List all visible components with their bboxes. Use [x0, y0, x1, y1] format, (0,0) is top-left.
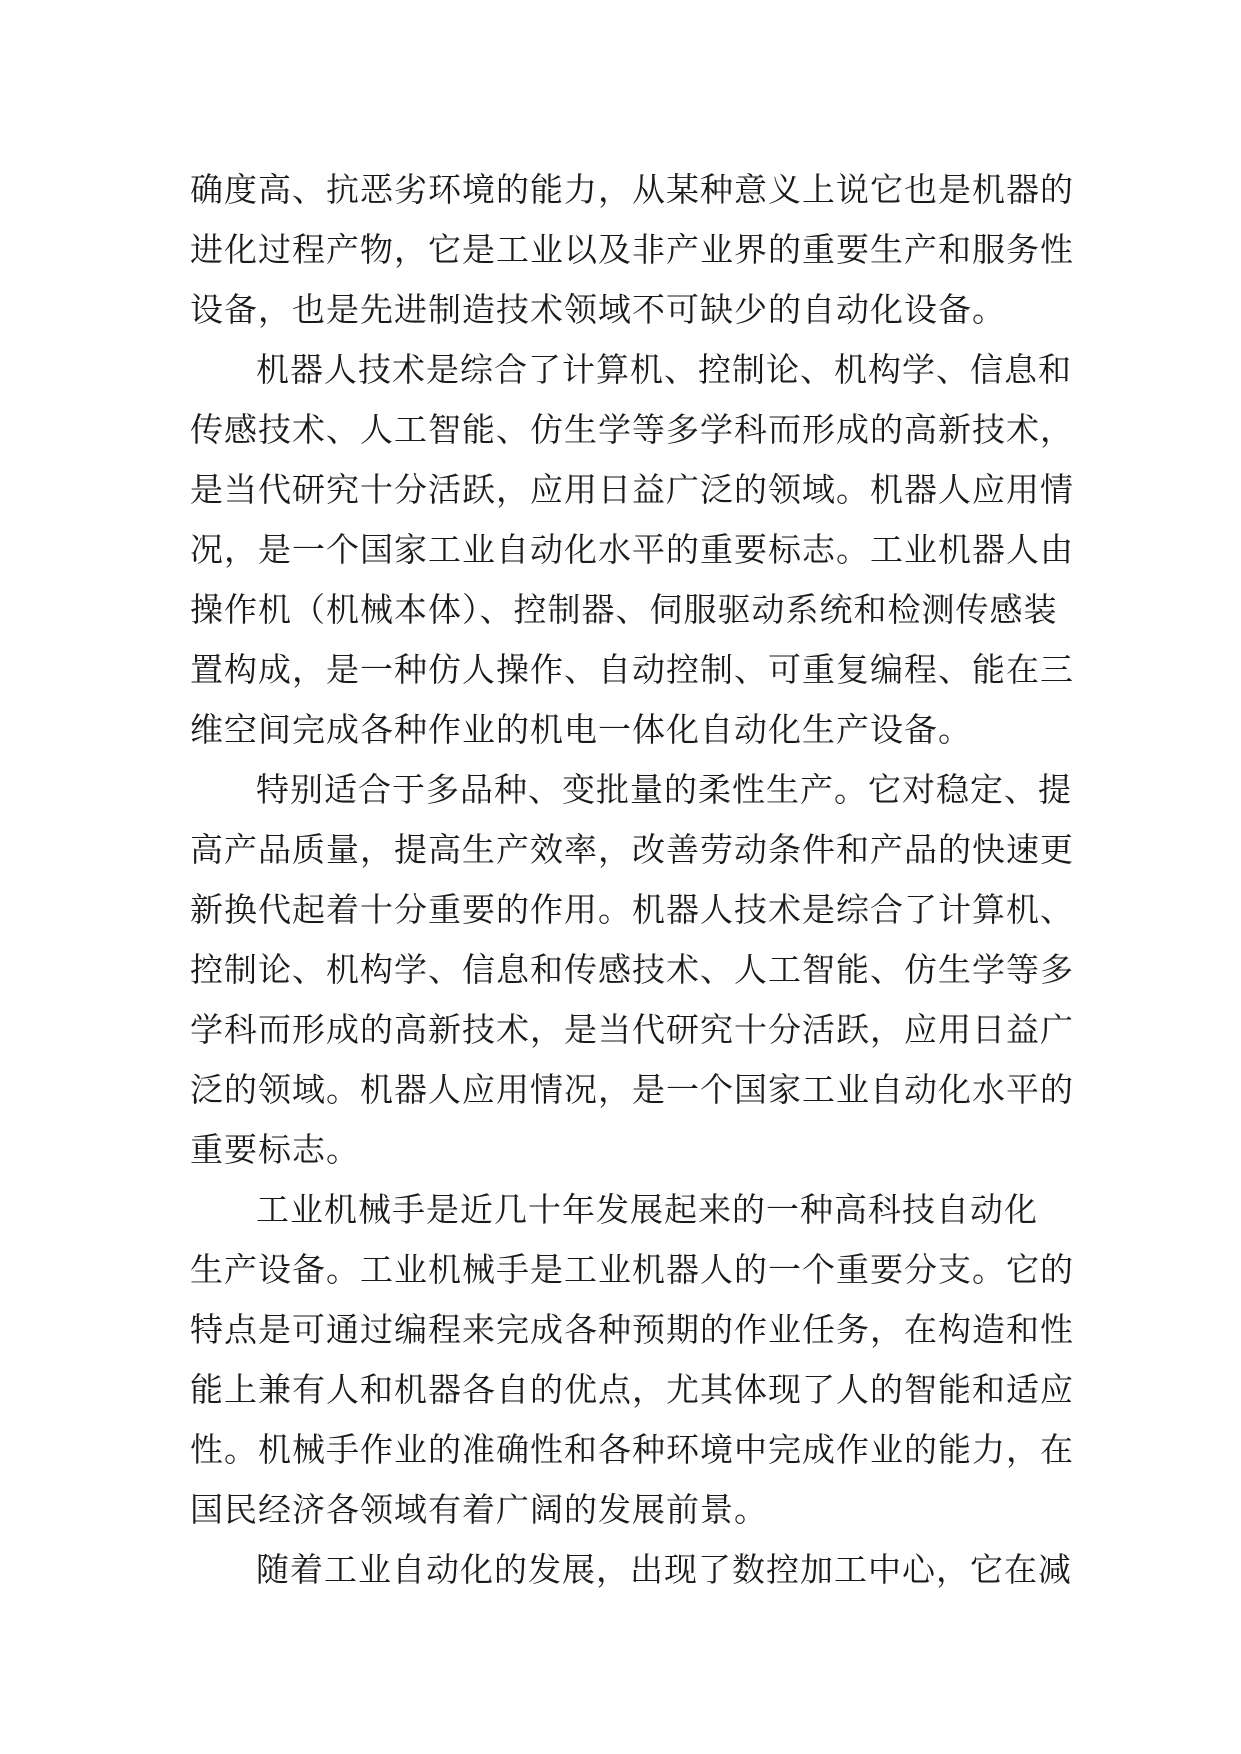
text-line: 确度高、抗恶劣环境的能力，从某种意义上说它也是机器的 [190, 170, 1074, 209]
text-line: 新换代起着十分重要的作用。机器人技术是综合了计算机、 [190, 890, 1074, 929]
document-body [190, 160, 1074, 1600]
text-line: 维空间完成各种作业的机电一体化自动化生产设备。 [190, 710, 972, 749]
text-line: 况，是一个国家工业自动化水平的重要标志。工业机器人由 [190, 530, 1074, 569]
text-line: 机器人技术是综合了计算机、控制论、机构学、信息和 [256, 350, 1072, 389]
text-line: 操作机（机械本体）、控制器、伺服驱动系统和检测传感装 [190, 590, 1058, 629]
text-line: 置构成，是一种仿人操作、自动控制、可重复编程、能在三 [190, 650, 1074, 689]
text-line: 传感技术、人工智能、仿生学等多学科而形成的高新技术， [190, 410, 1074, 449]
text-line: 进化过程产物，它是工业以及非产业界的重要生产和服务性 [190, 230, 1074, 269]
text-line: 性。机械手作业的准确性和各种环境中完成作业的能力，在 [190, 1430, 1074, 1469]
text-line: 随着工业自动化的发展，出现了数控加工中心，它在减 [256, 1550, 1072, 1589]
text-line: 重要标志。 [190, 1130, 360, 1169]
text-line: 国民经济各领域有着广阔的发展前景。 [190, 1490, 768, 1529]
text-line: 能上兼有人和机器各自的优点，尤其体现了人的智能和适应 [190, 1370, 1074, 1409]
text-line: 高产品质量，提高生产效率，改善劳动条件和产品的快速更 [190, 830, 1074, 869]
text-line: 学科而形成的高新技术，是当代研究十分活跃，应用日益广 [190, 1010, 1074, 1049]
text-line: 是当代研究十分活跃，应用日益广泛的领域。机器人应用情 [190, 470, 1074, 509]
text-line: 生产设备。工业机械手是工业机器人的一个重要分支。它的 [190, 1250, 1074, 1289]
text-line: 工业机械手是近几十年发展起来的一种高科技自动化 [256, 1190, 1038, 1229]
text-line: 泛的领域。机器人应用情况，是一个国家工业自动化水平的 [190, 1070, 1074, 1109]
text-line: 特别适合于多品种、变批量的柔性生产。它对稳定、提 [256, 770, 1072, 809]
text-line: 控制论、机构学、信息和传感技术、人工智能、仿生学等多 [190, 950, 1074, 989]
text-line: 设备，也是先进制造技术领域不可缺少的自动化设备。 [190, 290, 1006, 329]
text-line: 特点是可通过编程来完成各种预期的作业任务，在构造和性 [190, 1310, 1074, 1349]
